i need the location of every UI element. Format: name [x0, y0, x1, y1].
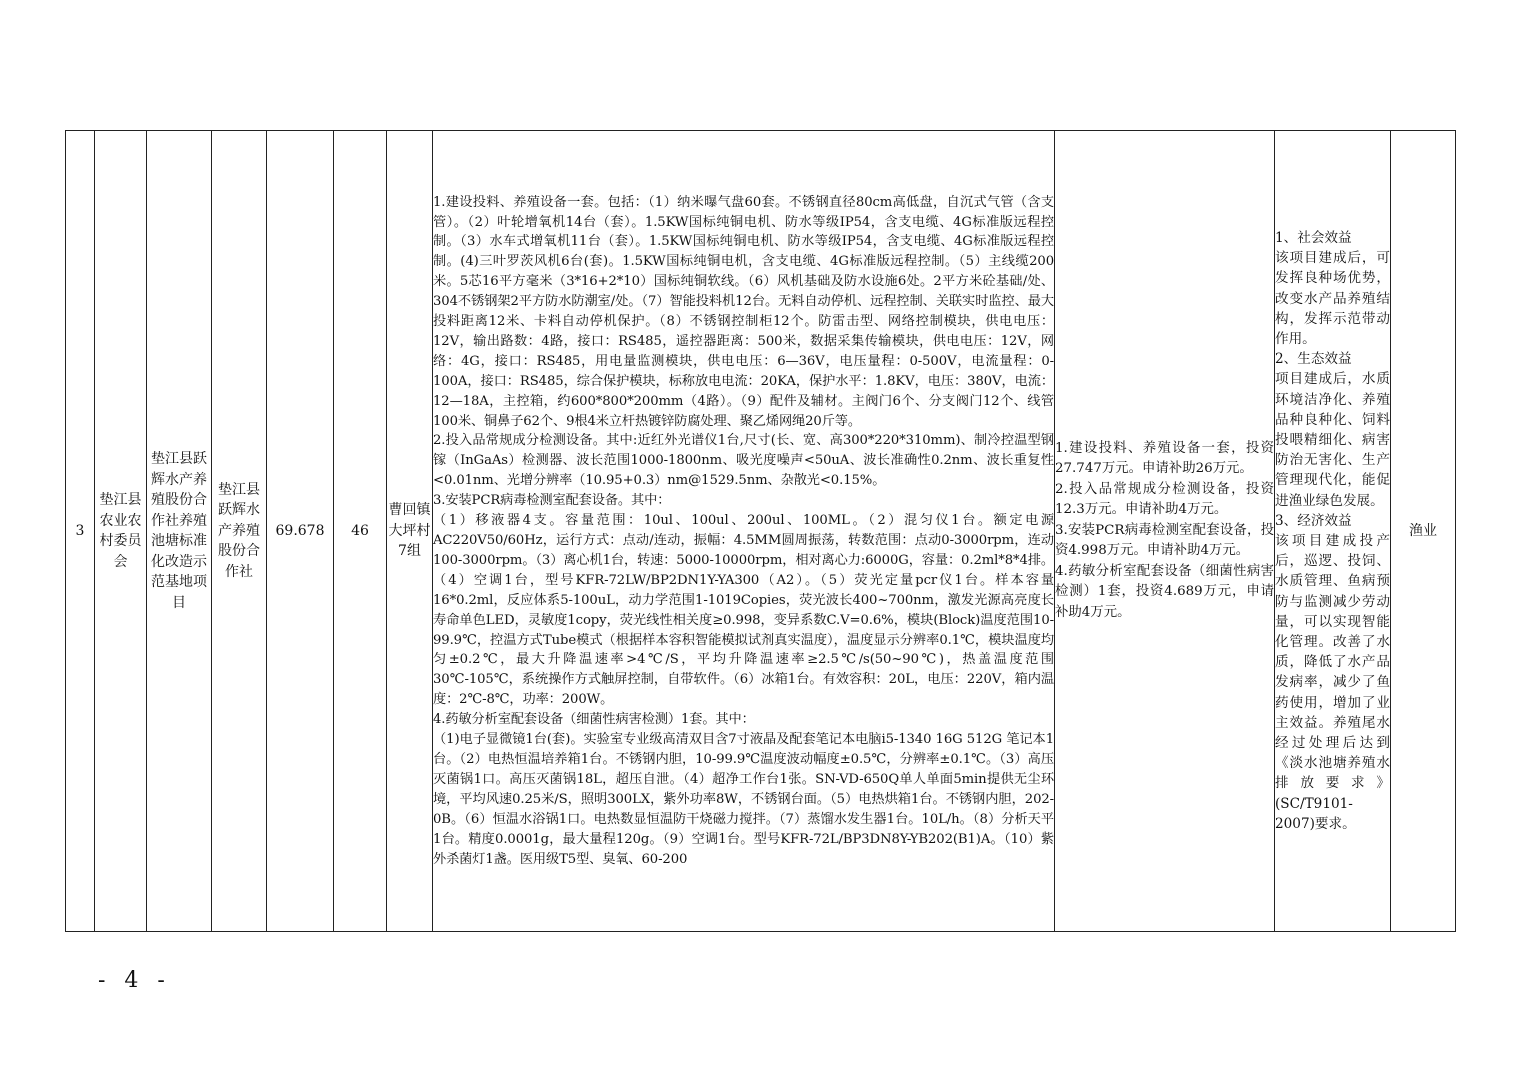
- benefits-cell: [1275, 131, 1391, 932]
- total-investment-cell: 69.678: [267, 131, 334, 932]
- construction-content-text: 1.建设投料、养殖设备一套。包括：（1）纳米曝气盘60套。不锈钢直径80cm高低盘，自沉式气管（含支管）。（2）叶轮增氧机14台（套）。1.5KW国标纯铜电机、防水等级IP54，含支电缆、4G标准版远程控制。（3）水车式增氧机11台（套）。1.5KW国标纯铜电机、防水等级IP54，含支电缆、4G标准版远程控制。(4)三叶罗茨风机6台(套)。1.5KW国标纯铜电机，含支电缆、4G标准版远程控制。（5）主线缆200米。5芯16平方毫米（3*16+2*10）国标纯铜软线。（6）风机基础及防水设施6处。2平方米砼基础/处、304不锈钢架2平方防水防潮室/处。（7）智能投料机12台。无料自动停机、远程控制、关联实时监控、最大投料距离12米、卡料自动停机保护。（8）不锈钢控制柜12个。防雷击型、网络控制模块，供电电压：12V，输出路数：4路，接口：RS485，遥控器距离：500米，数据采集传输模块，供电电压：12V，网络：4G，接口：RS485，用电量监测模块，供电电压：6—36V，电压量程：0-500V，电流量程：0-100A，接口：RS485，综合保护模块，标称放电电流：20KA，保护水平：1.8KV，电压：380V，电流：12—18A，主控箱，约600*800*200mm（4路）。（9）配件及辅材。主阀门6个、分支阀门12个、线管100米、铜鼻子62个、9根4米立杆热镀锌防腐处理、聚乙烯网绳20斤等。 2.投入品常规成分检测设备。其中:近红外光谱仪1台,尺寸(长、宽、高300*220*310mm)、制冷控温型钢镓（InGaAs）检测器、波长范围1000-1800nm、吸光度噪声<50uA、波长准确性0.2nm、波长重复性<0.01nm、光增分辨率（10.95+0.3）nm@1529.5nm、杂散光<0.15%。 3.安装PCR病毒检测室配套设备。其中： （1）移液器4支。容量范围：10ul、100ul、200ul、100ML。（2）混匀仪1台。额定电源AC220V50/60Hz，运行方式：点动/连动，振幅：4.5MM圆周振荡，转数范围：点动0-3000rpm，连动100-3000rpm。（3）离心机1台，转速：5000-10000rpm，相对离心力:6000G，容量：0.2ml*8*4排。（4）空调1台，型号KFR-72LW/BP2DN1Y-YA300（A2）。（5）荧光定量pcr仪1台。样本容量16*0.2ml，反应体系5-100uL，动力学范围1-1019Copies，荧光波长400~700nm，激发光源高亮度长寿命单色LED，灵敏度1copy，荧光线性相关度≥0.998，变异系数C.V=0.6%，模块(Block)温度范围10-99.9℃，控温方式Tube模式（根据样本容积智能模拟试剂真实温度），温度显示分辨率0.1℃，模块温度均匀±0.2℃，最大升降温速率>4℃/S，平均升降温速率≥2.5℃/s(50~90℃)，热盖温度范围30℃-105℃，系统操作方式触屏控制，自带软件。（6）冰箱1台。有效容积：20L，电压：220V，箱内温度：2℃-8℃，功率：200W。 4.药敏分析室配套设备（细菌性病害检测）1套。其中： （1)电子显微镜1台(套)。实验室专业级高清双目含7寸液晶及配套笔记本电脑i5-1340 16G 512G 笔记本1台。（2）电热恒温培养箱1台。不锈钢内胆，10-99.9℃温度波动幅度±0.5℃，分辨率±0.1℃。（3）高压灭菌锅1口。高压灭菌锅18L，超压自泄。（4）超净工作台1张。SN-VD-650Q单人单面5min提供无尘环境，平均风速0.25米/S，照明300LX，紫外功率8W，不锈钢台面。（5）电热烘箱1台。不锈钢内胆，202-0B。（6）恒温水浴锅1口。电热数显恒温防干烧磁力搅拌。（7）蒸馏水发生器1台。10L/h。（8）分析天平1台。精度0.0001g，最大量程120g。（9）空调1台。型号KFR-72L/BP3DN8Y-YB202(B1)A。（10）紫外杀菌灯1盏。医用级T5型、臭氧、60-200: [433, 194, 1054, 867]
- row-index: 3: [66, 131, 95, 932]
- page-number: - 4 -: [98, 968, 171, 993]
- project-name-cell: 垫江县跃辉水产养殖股份合作社养殖池塘标准化改造示范基地项目: [147, 131, 212, 932]
- department-cell: 垫江县农业农村委员会: [95, 131, 147, 932]
- location-cell: 曹回镇大坪村7组: [387, 131, 433, 932]
- project-table: [65, 130, 1456, 932]
- investment-detail-text: 1.建设投料、养殖设备一套，投资27.747万元。申请补助26万元。 2.投入品常规成分检测设备，投资12.3万元。申请补助4万元。 3.安装PCR病毒检测室配套设备，投资4.998万元。申请补助4万元。 4.药敏分析室配套设备（细菌性病害检测）1套，投资4.689万元，申请补助4万元。: [1055, 440, 1274, 620]
- entity-cell: 垫江县跃辉水产养殖股份合作社: [212, 131, 267, 932]
- construction-content-cell: [433, 131, 1055, 932]
- subsidy-cell: 46: [334, 131, 387, 932]
- investment-detail-cell: [1055, 131, 1275, 932]
- industry-cell: 渔业: [1391, 131, 1456, 932]
- benefits-text: 1、社会效益 该项目建成后，可发挥良种场优势，改变水产品养殖结构，发挥示范带动作用。 2、生态效益 项目建成后，水质环境洁净化、养殖品种良种化、饲料投喂精细化、病害防治无害化、生产管理现代化，能促进渔业绿色发展。 3、经济效益 该项目建成投产后，巡逻、投饲、水质管理、鱼病预防与监测减少劳动量，可以实现智能化管理。改善了水质，降低了水产品发病率，减少了鱼药使用，增加了业主效益。养殖尾水经过处理后达到《淡水池塘养殖水排放要求》(SC/T9101-2007)要求。: [1275, 229, 1390, 832]
- table-row: [66, 131, 1456, 932]
